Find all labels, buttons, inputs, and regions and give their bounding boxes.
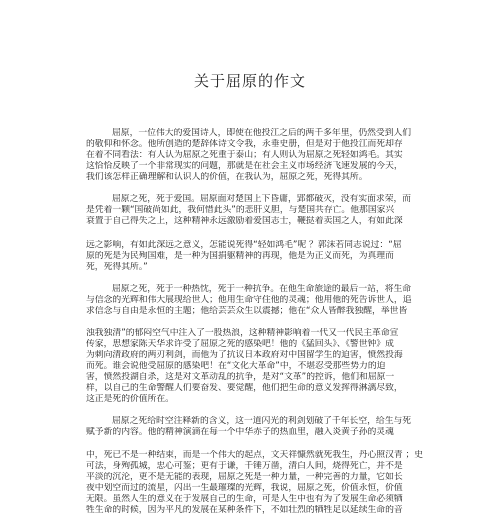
text-line: 中，死已不是一种结束，而是一个伟大的起点，文天祥慷然就死我生，丹心照汉青 ；史 (86, 450, 424, 460)
text-line: 屈原之死，死于一种热忱，死于一种抗争。在他生命旅途的最后一站，将生命 (112, 284, 412, 294)
text-line: 屈原之死给时空注释新的含义，这一道闪光的利剑划破了千年长空，给生与死 (112, 416, 412, 426)
text-line: 赋予新的内容。他的精神演滴在每一个中华赤子的热血里，融入炎黄子孙的灵魂 (86, 427, 394, 437)
text-line: 这恰恰反映了一个非常现实的问题，那就是在社会主义市场经济飞速发展的今天， (86, 161, 403, 171)
text-line: 无限。虽然人生的意义在于发展自己的生命，可是人生中也有为了发展生命必须牺 (86, 494, 403, 504)
text-line: 为刺向清政府的两刃利剑，而他为了抗议日本政府对中国留学生的迫害，愤然投海 (86, 350, 403, 360)
text-line: 远之影响，有如此深远之意义，怎能说死得“轻如鸿毛”呢 ？郭沫若同志说过：“屈 (86, 240, 402, 250)
text-line: 样，以自己的生命警醒人们要奋发、要觉醒，他们把生命的意义发挥得淋漓尽致， (86, 383, 403, 393)
text-line: 衰置于自己得失之上，这种精神永远激励着爱国志士，鞭挞着卖国之人，有如此深 (86, 216, 403, 226)
text-line: 我们该怎样正确理解和认识人的价值，在我认为，屈原之死，死得其所。 (86, 172, 368, 182)
text-line: 屈原之死，死于爱国。屈原面对楚国上下昏庸，郢都破灭，没有实面求荣，而 (112, 194, 412, 204)
text-line: 死，死得其所。” (86, 262, 148, 272)
text-line: 在着不同看法：有人认为屈原之死重于泰山；有人则认为屈原之死轻如鸿毛。其实 (86, 150, 403, 160)
text-line: 是凭着一颗“国破尚如此，我何惜此头”的悲肝义胆，与楚国共存亡。他那国家兴 (86, 205, 395, 215)
text-line: 原的死是为民殉国难，是一种为国捐躯精神的再现，他是为正义而死，为真理而 (86, 251, 394, 261)
text-line: 的敬仰和怀念。他所创造的楚辞体诗文令我，永垂史册，但是对于他投江而死却存 (86, 139, 403, 149)
document-title: 关于屈原的作文 (193, 72, 306, 90)
text-line: 浊我独清”的郁闷空气中注入了一股热浪，这种精神影响着一代又一代民主革命宣 (86, 328, 399, 338)
text-line: 夜中划空而过的流星，闪出一生最璀璨的光辉，我说，屈原之死，价值永恒，价值 (86, 483, 403, 493)
text-line: 牲生命的时候，因为平凡的发展在某种条件下，不如壮烈的牺牲足以延续生命的音 (86, 505, 403, 515)
text-line: 与信念的光辉和伟大展现给世人；他用生命守住他的灵魂；他用他的死告诉世人，追 (86, 295, 412, 305)
text-line: 而死。谁会说他受屈原的感染吧！在“文化大革命”中，不堪忍受那些势力的迫 (86, 361, 386, 371)
text-line: 害，愤然投湖自杀，这是对文革动乱的抗争，是对“文革”的控诉，他们和屈原一 (86, 372, 395, 382)
text-line: 传家，思想家陈天华求许受了屈原之死的感染吧！他的《猛回头》、《警世钟》成 (86, 339, 394, 349)
text-line: 这正是死的价值所在。 (86, 394, 174, 404)
text-line: 可法，身殉孤城，忠心可鉴；更有于谦，千锤万凿，清白人间，烧得死亡，并不是 (86, 461, 403, 471)
text-line: 屈原，一位伟大的爱国诗人，即使在他投江之后的两千多年里，仍然受到人们 (112, 128, 412, 138)
text-line: 求信念与自由是永恒的主题；他给芸芸众生以震撼；他在“众人皆醉我独醒，举世皆 (86, 306, 408, 316)
text-line: 平淡的沉沦，更不是无能的表现，屈原之死是一种力量，一种完善的力量，它如长 (86, 472, 403, 482)
